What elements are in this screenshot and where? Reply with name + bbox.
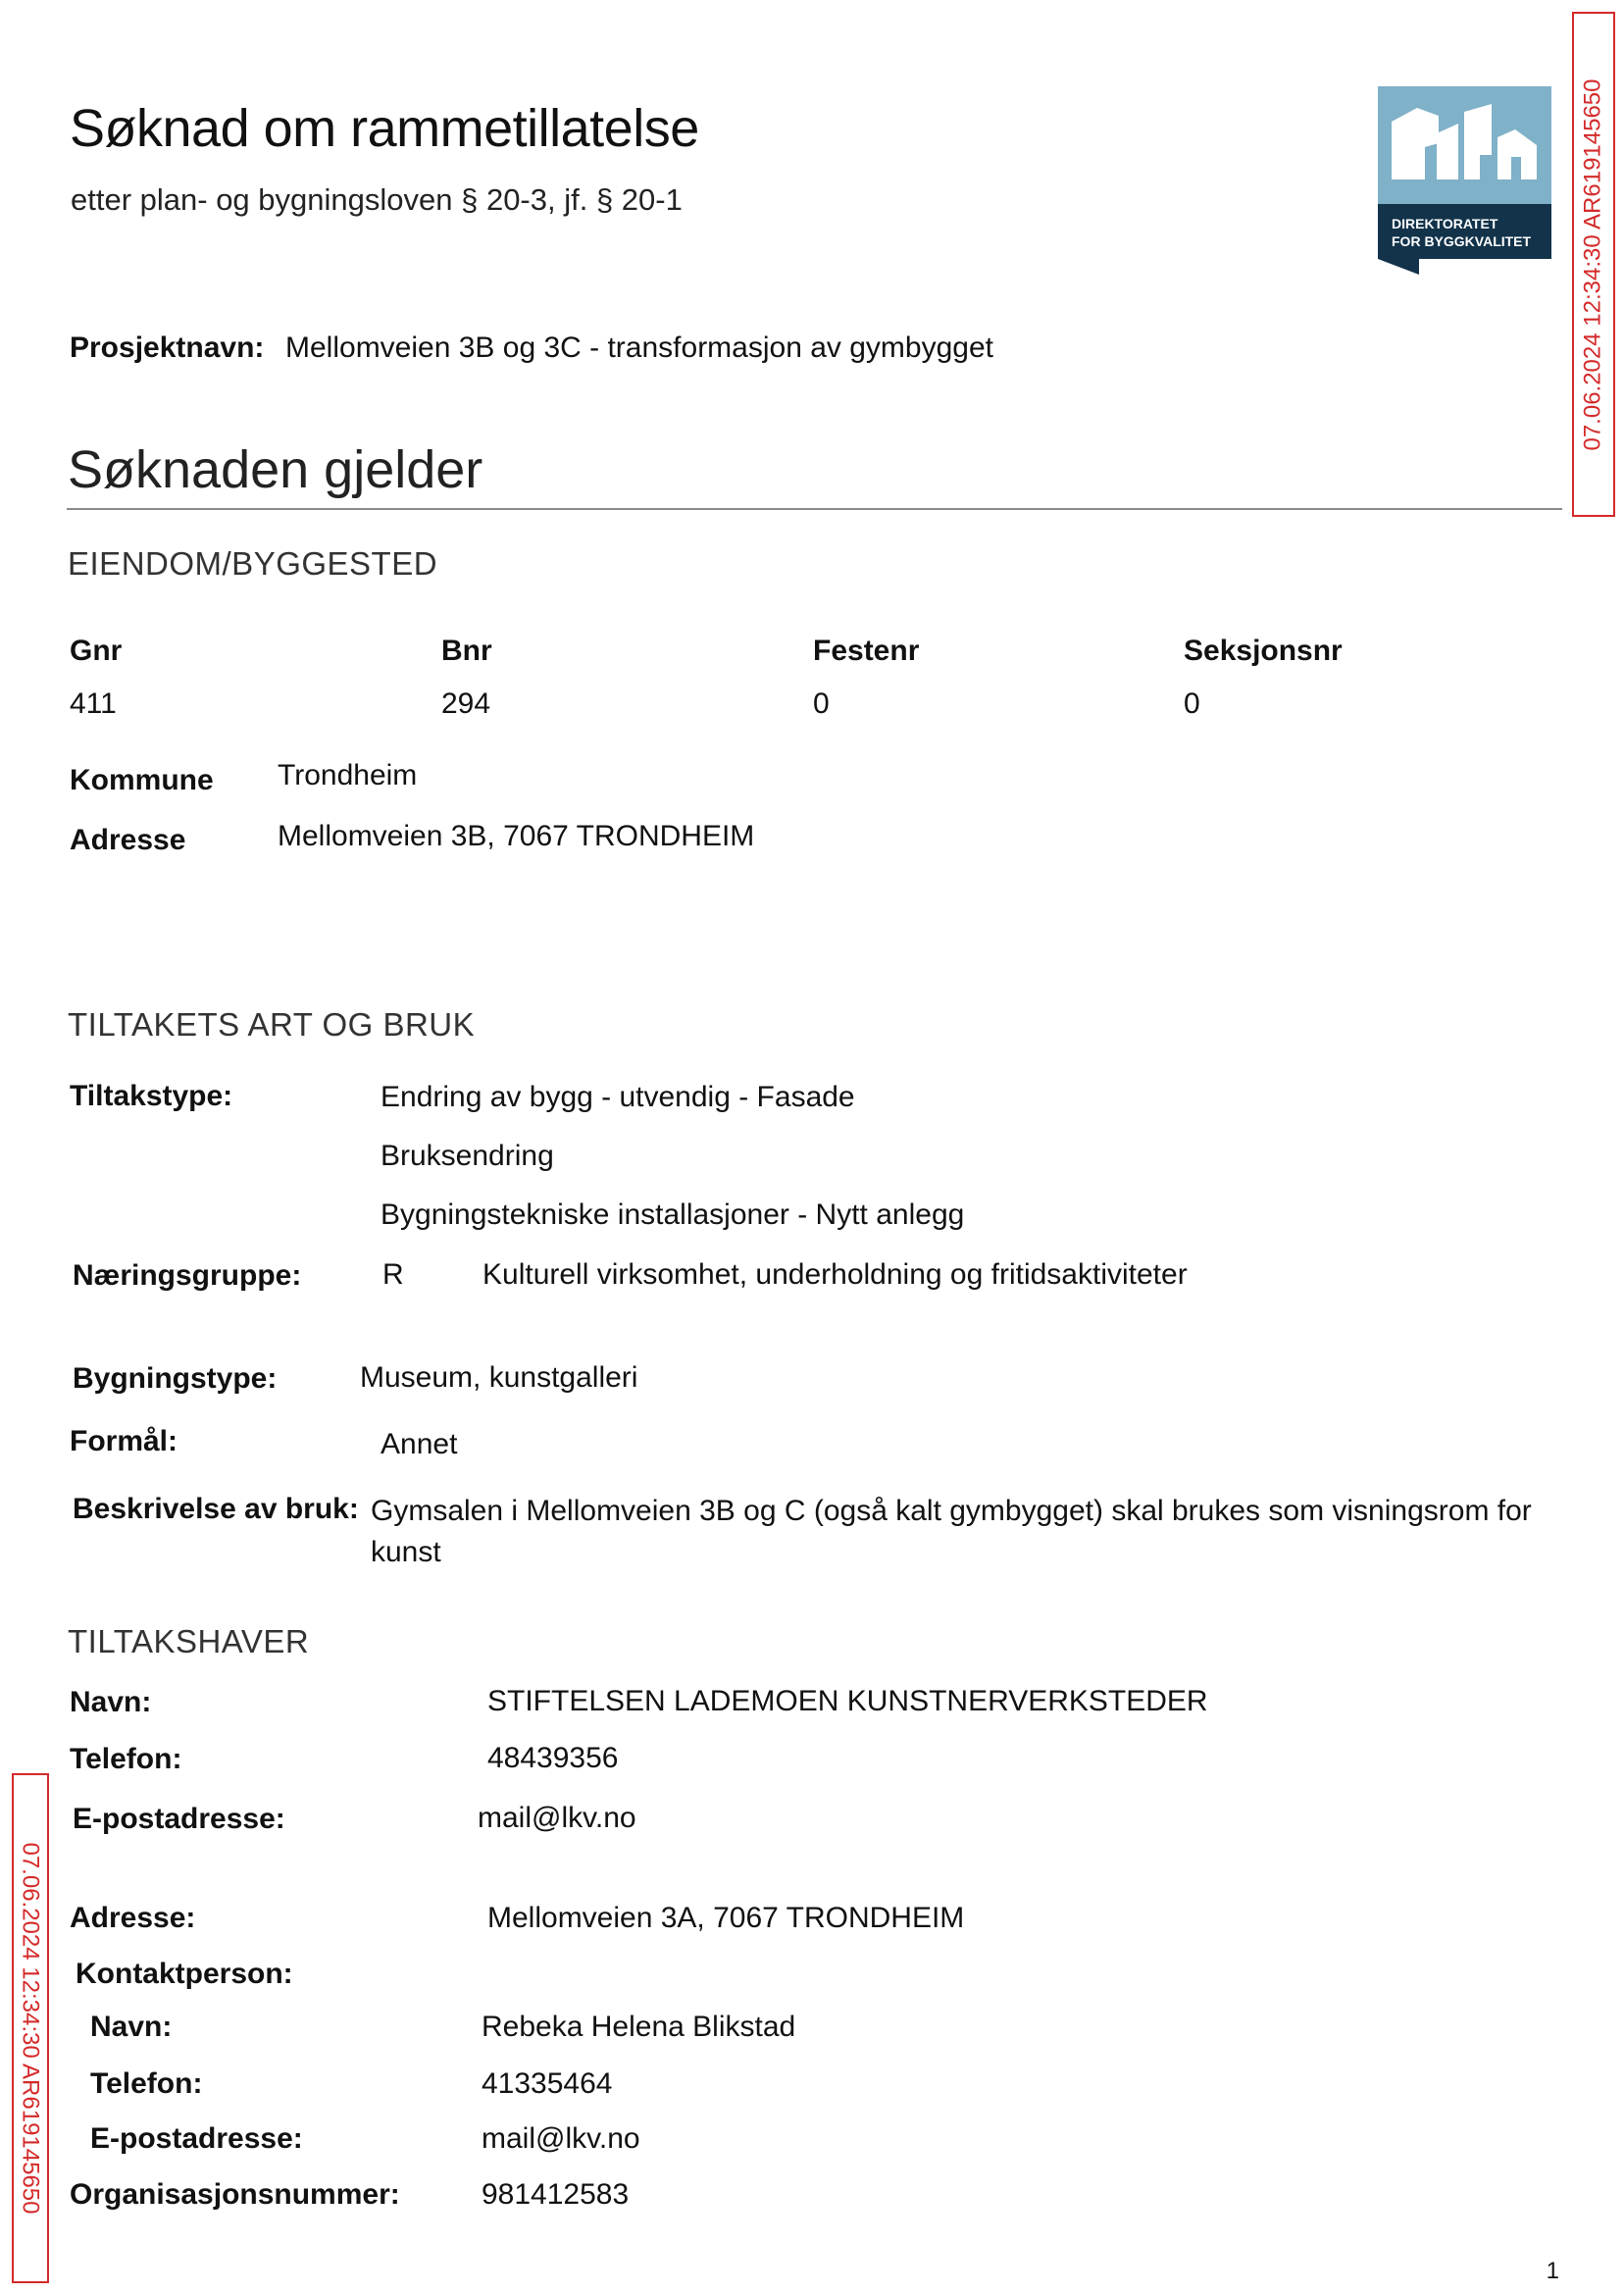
page-subtitle: etter plan- og bygningsloven § 20-3, jf. § 20-1	[71, 182, 683, 217]
kommune-label: Kommune	[70, 764, 214, 796]
logo-text-line1: DIREKTORATET	[1392, 216, 1498, 231]
logo-text-line2: FOR BYGGKVALITET	[1392, 233, 1532, 249]
naeringsgruppe-label: Næringsgruppe:	[73, 1259, 302, 1292]
value-seksjonsnr: 0	[1184, 688, 1200, 720]
epost-label: E-postadresse:	[73, 1803, 285, 1835]
project-label: Prosjektnavn:	[70, 331, 265, 364]
col-bnr: Bnr	[441, 635, 492, 667]
value-bnr: 294	[441, 688, 491, 720]
epost-value: mail@lkv.no	[478, 1802, 636, 1834]
naeringsgruppe-text: Kulturell virksomhet, underholdning og fritidsaktiviteter	[482, 1258, 1188, 1291]
kontakt-epost-label: E-postadresse:	[90, 2122, 303, 2155]
kontakt-telefon-value: 41335464	[482, 2067, 613, 2100]
section-divider	[67, 508, 1562, 510]
naeringsgruppe-code: R	[382, 1258, 404, 1291]
page-title: Søknad om rammetillatelse	[70, 99, 699, 158]
telefon-value: 48439356	[487, 1742, 619, 1774]
kontakt-navn-label: Navn:	[90, 2011, 173, 2043]
telefon-label: Telefon:	[70, 1743, 182, 1775]
kommune-value: Trondheim	[278, 759, 418, 791]
page-number: 1	[1546, 2258, 1559, 2284]
col-seksjonsnr: Seksjonsnr	[1184, 635, 1343, 667]
kontakt-navn-value: Rebeka Helena Blikstad	[482, 2011, 796, 2043]
adresse-value: Mellomveien 3A, 7067 TRONDHEIM	[487, 1902, 965, 1934]
formal-value: Annet	[381, 1428, 458, 1460]
navn-label: Navn:	[70, 1686, 152, 1718]
timestamp-stamp-top	[1572, 12, 1615, 517]
bygningstype-value: Museum, kunstgalleri	[360, 1361, 638, 1394]
adresse-value: Mellomveien 3B, 7067 TRONDHEIM	[278, 820, 755, 852]
stamp-text: 07.06.2024 12:34:30 AR619145650	[18, 1842, 44, 2215]
adresse-label: Adresse:	[70, 1902, 196, 1934]
beskrivelse-value: Gymsalen i Mellomveien 3B og C (også kalt gymbygget) skal brukes som visningsrom for kunst	[371, 1495, 1532, 1568]
kontakt-epost-value: mail@lkv.no	[482, 2122, 640, 2155]
eiendom-heading: EIENDOM/BYGGESTED	[68, 545, 438, 582]
tiltakstype-item: Bygningstekniske installasjoner - Nytt anlegg	[381, 1198, 965, 1231]
orgnr-value: 981412583	[482, 2178, 630, 2211]
value-festenr: 0	[813, 688, 830, 720]
tiltakstype-item: Endring av bygg - utvendig - Fasade	[381, 1081, 855, 1113]
beskrivelse-label: Beskrivelse av bruk:	[73, 1493, 359, 1525]
tiltak-heading: TILTAKETS ART OG BRUK	[68, 1006, 476, 1043]
col-gnr: Gnr	[70, 635, 123, 667]
bygningstype-label: Bygningstype:	[73, 1362, 278, 1395]
adresse-label: Adresse	[70, 824, 186, 856]
value-gnr: 411	[70, 688, 117, 720]
dibk-logo	[1378, 86, 1551, 275]
project-name: Mellomveien 3B og 3C - transformasjon av gymbygget	[285, 331, 993, 364]
kontaktperson-label: Kontaktperson:	[76, 1958, 293, 1990]
orgnr-label: Organisasjonsnummer:	[70, 2178, 400, 2211]
tiltakstype-item: Bruksendring	[381, 1140, 554, 1172]
timestamp-stamp-bottom	[12, 1773, 49, 2283]
kontakt-telefon-label: Telefon:	[90, 2067, 203, 2100]
formal-label: Formål:	[70, 1425, 178, 1457]
stamp-text: 07.06.2024 12:34:30 AR619145650	[1580, 77, 1606, 451]
tiltakstype-label: Tiltakstype:	[70, 1080, 233, 1112]
tiltakshaver-heading: TILTAKSHAVER	[68, 1623, 310, 1659]
section-title: Søknaden gjelder	[68, 440, 483, 499]
navn-value: STIFTELSEN LADEMOEN KUNSTNERVERKSTEDER	[487, 1685, 1208, 1717]
col-festenr: Festenr	[813, 635, 920, 667]
